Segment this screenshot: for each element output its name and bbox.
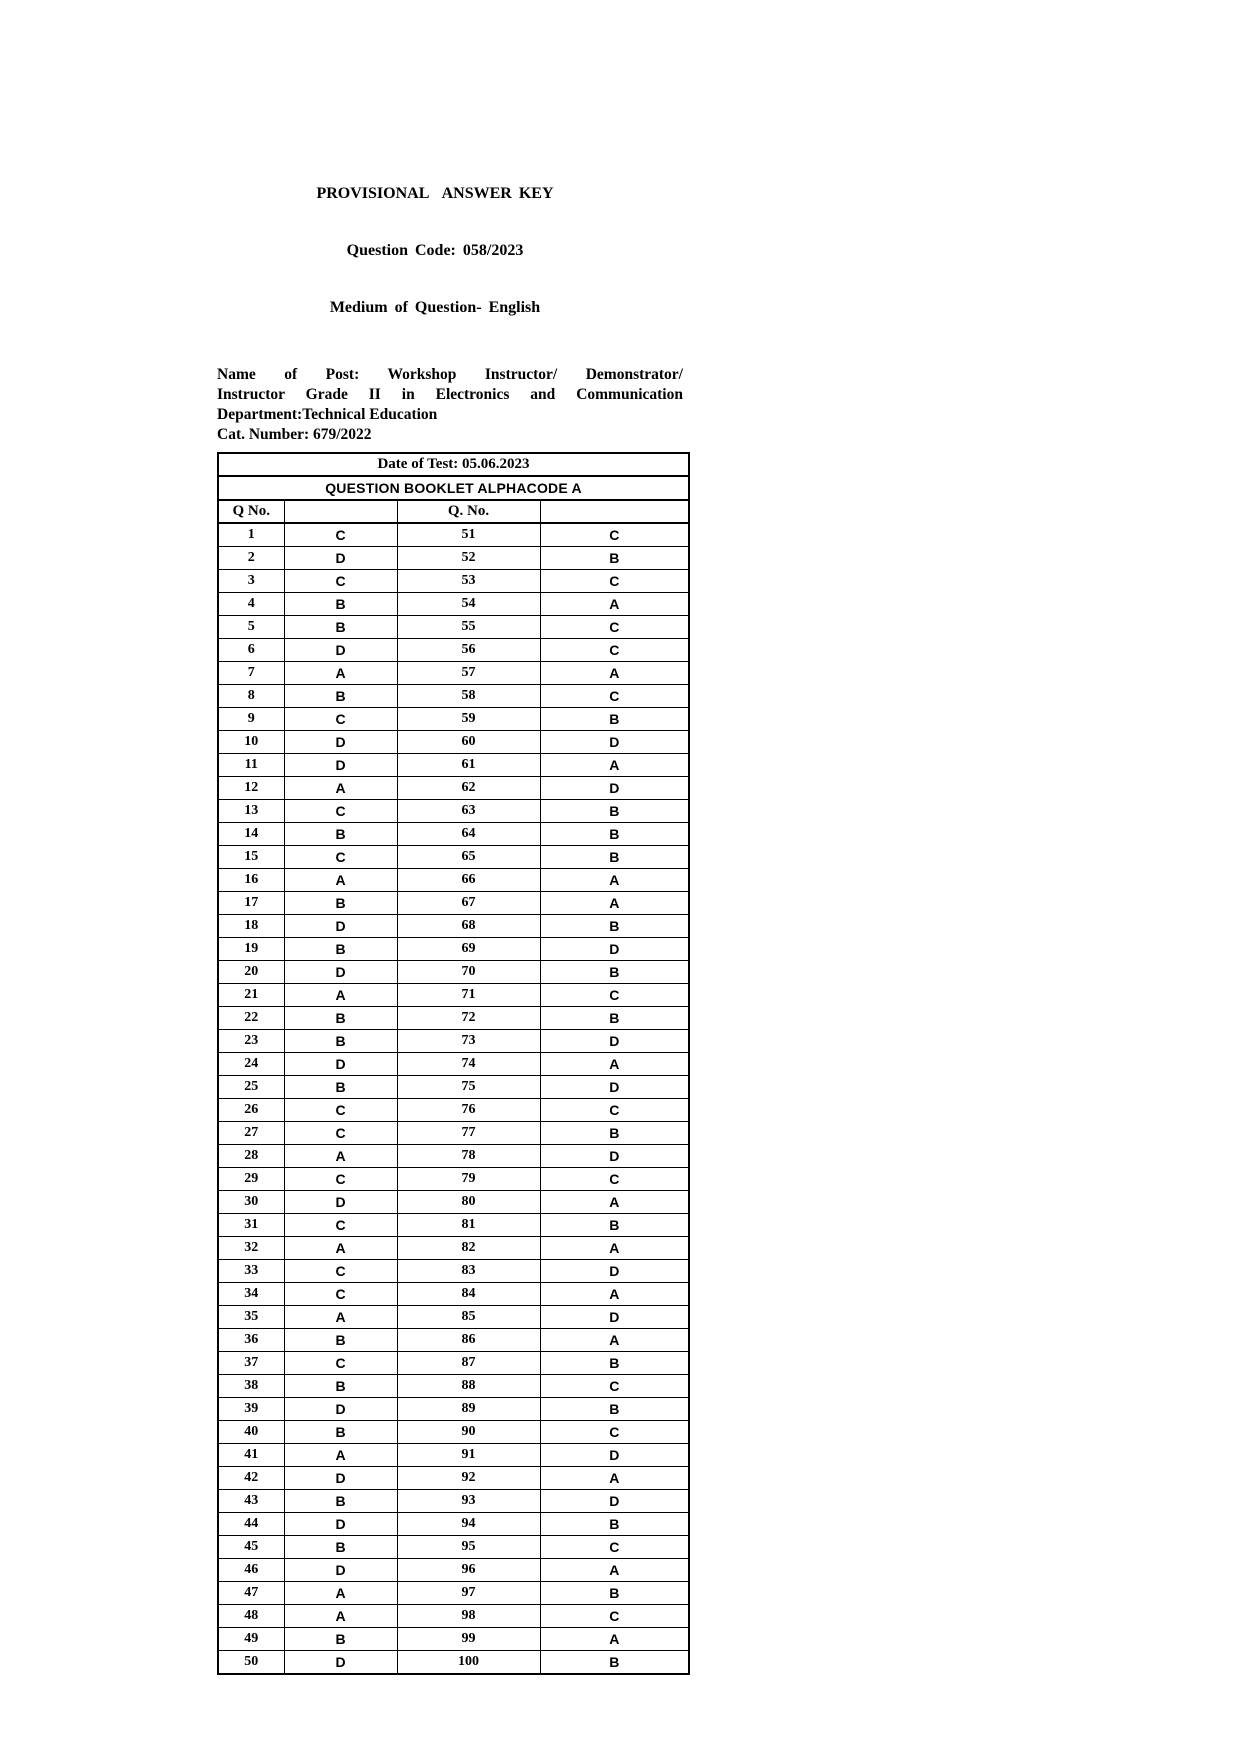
question-number-right: 87: [397, 1352, 540, 1375]
answer-row: [218, 1444, 689, 1467]
title-block: [217, 146, 653, 355]
question-number-left: 31: [218, 1214, 284, 1237]
name-of-post-line-2: Instructor Grade II in Electronics and Communication: [217, 386, 683, 403]
answer-row: [218, 892, 689, 915]
answer-right: D: [540, 777, 689, 800]
question-number-right: 83: [397, 1260, 540, 1283]
answer-left: D: [284, 1053, 397, 1076]
answer-right: B: [540, 823, 689, 846]
question-number-right: 57: [397, 662, 540, 685]
question-number-right: 77: [397, 1122, 540, 1145]
answer-left: D: [284, 1513, 397, 1536]
answer-left: C: [284, 1214, 397, 1237]
answer-right: A: [540, 1053, 689, 1076]
answer-left: C: [284, 1168, 397, 1191]
answer-right: D: [540, 1260, 689, 1283]
question-number-right: 60: [397, 731, 540, 754]
answer-left: A: [284, 1582, 397, 1605]
question-number-left: 22: [218, 1007, 284, 1030]
question-number-right: 93: [397, 1490, 540, 1513]
answer-right: B: [540, 547, 689, 570]
question-number-left: 12: [218, 777, 284, 800]
answer-left: D: [284, 1398, 397, 1421]
answer-row: [218, 1214, 689, 1237]
answer-left: B: [284, 593, 397, 616]
answer-row: [218, 1559, 689, 1582]
answer-right: D: [540, 1306, 689, 1329]
answer-left: D: [284, 1191, 397, 1214]
answer-row: [218, 869, 689, 892]
answer-row: [218, 1467, 689, 1490]
answer-row: [218, 800, 689, 823]
answer-row: [218, 1605, 689, 1628]
answer-row: [218, 731, 689, 754]
question-number-left: 47: [218, 1582, 284, 1605]
answer-left: D: [284, 1651, 397, 1675]
answer-left: A: [284, 777, 397, 800]
answer-row: [218, 1076, 689, 1099]
answer-left: C: [284, 1352, 397, 1375]
question-number-left: 5: [218, 616, 284, 639]
question-number-left: 50: [218, 1651, 284, 1675]
question-number-right: 72: [397, 1007, 540, 1030]
question-number-right: 75: [397, 1076, 540, 1099]
question-number-left: 4: [218, 593, 284, 616]
col-header-answer-right: [540, 500, 689, 523]
question-number-left: 26: [218, 1099, 284, 1122]
answer-row: [218, 1191, 689, 1214]
question-number-right: 54: [397, 593, 540, 616]
answer-left: B: [284, 1030, 397, 1053]
question-number-left: 49: [218, 1628, 284, 1651]
date-of-test-row: [218, 453, 689, 476]
question-number-left: 45: [218, 1536, 284, 1559]
question-number-left: 18: [218, 915, 284, 938]
question-number-right: 95: [397, 1536, 540, 1559]
question-number-right: 52: [397, 547, 540, 570]
question-number-right: 58: [397, 685, 540, 708]
answer-row: [218, 915, 689, 938]
question-number-left: 30: [218, 1191, 284, 1214]
answer-row: [218, 1375, 689, 1398]
answer-left: D: [284, 639, 397, 662]
answer-right: C: [540, 639, 689, 662]
question-number-right: 81: [397, 1214, 540, 1237]
answer-row: [218, 1007, 689, 1030]
question-number-left: 38: [218, 1375, 284, 1398]
question-number-left: 40: [218, 1421, 284, 1444]
question-number-left: 19: [218, 938, 284, 961]
question-number-left: 32: [218, 1237, 284, 1260]
answer-left: B: [284, 1076, 397, 1099]
answer-right: A: [540, 1237, 689, 1260]
answer-row: [218, 1122, 689, 1145]
answer-right: D: [540, 731, 689, 754]
answer-row: [218, 1352, 689, 1375]
answer-row: [218, 662, 689, 685]
post-details-block: [217, 365, 683, 445]
question-number-left: 2: [218, 547, 284, 570]
question-number-left: 21: [218, 984, 284, 1007]
answer-left: B: [284, 1329, 397, 1352]
question-number-right: 61: [397, 754, 540, 777]
answer-right: A: [540, 662, 689, 685]
answer-right: C: [540, 1168, 689, 1191]
answer-left: B: [284, 1007, 397, 1030]
column-header-row: [218, 500, 689, 523]
question-number-right: 62: [397, 777, 540, 800]
answer-row: [218, 1398, 689, 1421]
question-number-left: 29: [218, 1168, 284, 1191]
answer-right: C: [540, 685, 689, 708]
question-number-right: 67: [397, 892, 540, 915]
question-number-right: 66: [397, 869, 540, 892]
answer-left: A: [284, 1237, 397, 1260]
question-number-left: 10: [218, 731, 284, 754]
answer-row: [218, 1030, 689, 1053]
answer-row: [218, 1306, 689, 1329]
answer-row: [218, 823, 689, 846]
question-number-left: 17: [218, 892, 284, 915]
answer-right: D: [540, 1145, 689, 1168]
question-number-left: 37: [218, 1352, 284, 1375]
answer-right: B: [540, 708, 689, 731]
answer-row: [218, 1145, 689, 1168]
question-number-left: 25: [218, 1076, 284, 1099]
question-number-left: 48: [218, 1605, 284, 1628]
answer-right: A: [540, 1191, 689, 1214]
answer-row: [218, 1260, 689, 1283]
answer-right: A: [540, 1559, 689, 1582]
answer-left: B: [284, 616, 397, 639]
answer-right: C: [540, 616, 689, 639]
answer-right: C: [540, 523, 689, 547]
question-number-right: 69: [397, 938, 540, 961]
answer-right: C: [540, 1536, 689, 1559]
answer-left: C: [284, 1260, 397, 1283]
date-of-test: Date of Test: 05.06.2023: [218, 453, 689, 476]
answer-key-table: [217, 452, 690, 1675]
question-number-right: 89: [397, 1398, 540, 1421]
question-number-left: 3: [218, 570, 284, 593]
answer-right: B: [540, 961, 689, 984]
answer-right: C: [540, 570, 689, 593]
question-number-left: 16: [218, 869, 284, 892]
answer-left: C: [284, 1283, 397, 1306]
answer-row: [218, 961, 689, 984]
question-number-right: 70: [397, 961, 540, 984]
question-number-right: 90: [397, 1421, 540, 1444]
medium-of-question-line: Medium of Question- English: [329, 299, 541, 316]
question-number-left: 36: [218, 1329, 284, 1352]
answer-row: [218, 1099, 689, 1122]
question-number-right: 97: [397, 1582, 540, 1605]
answer-left: B: [284, 1421, 397, 1444]
answer-right: C: [540, 1099, 689, 1122]
question-number-right: 92: [397, 1467, 540, 1490]
answer-right: A: [540, 892, 689, 915]
question-number-right: 98: [397, 1605, 540, 1628]
answer-right: D: [540, 1490, 689, 1513]
answer-right: B: [540, 1398, 689, 1421]
question-number-right: 91: [397, 1444, 540, 1467]
question-number-left: 43: [218, 1490, 284, 1513]
answer-row: [218, 1421, 689, 1444]
answer-right: B: [540, 1007, 689, 1030]
question-number-right: 63: [397, 800, 540, 823]
answer-left: D: [284, 1559, 397, 1582]
question-number-right: 73: [397, 1030, 540, 1053]
answer-left: D: [284, 547, 397, 570]
question-number-left: 15: [218, 846, 284, 869]
department-line: Department:Technical Education: [217, 406, 438, 423]
answer-left: B: [284, 938, 397, 961]
question-number-left: 35: [218, 1306, 284, 1329]
answer-right: D: [540, 1076, 689, 1099]
answer-right: D: [540, 1444, 689, 1467]
question-number-left: 46: [218, 1559, 284, 1582]
question-number-right: 64: [397, 823, 540, 846]
answer-right: D: [540, 1030, 689, 1053]
question-number-left: 27: [218, 1122, 284, 1145]
question-number-left: 44: [218, 1513, 284, 1536]
answer-row: [218, 1651, 689, 1675]
answer-left: C: [284, 570, 397, 593]
question-number-left: 14: [218, 823, 284, 846]
question-number-left: 6: [218, 639, 284, 662]
answer-right: B: [540, 1651, 689, 1675]
answer-left: C: [284, 523, 397, 547]
name-of-post-line-1: Name of Post: Workshop Instructor/ Demonstrator/: [217, 366, 683, 383]
answer-row: [218, 1329, 689, 1352]
answer-right: A: [540, 1628, 689, 1651]
col-header-qno-left: Q No.: [218, 500, 284, 523]
answer-right: B: [540, 1214, 689, 1237]
question-number-right: 74: [397, 1053, 540, 1076]
answer-left: A: [284, 1306, 397, 1329]
answer-row: [218, 708, 689, 731]
answer-left: B: [284, 892, 397, 915]
question-number-right: 59: [397, 708, 540, 731]
question-number-right: 100: [397, 1651, 540, 1675]
question-number-right: 99: [397, 1628, 540, 1651]
answer-row: [218, 1168, 689, 1191]
question-number-right: 71: [397, 984, 540, 1007]
page-title: PROVISIONAL ANSWER KEY: [316, 185, 554, 202]
question-code-line: Question Code: 058/2023: [346, 242, 524, 259]
answer-row: [218, 777, 689, 800]
answer-right: A: [540, 754, 689, 777]
answer-row: [218, 685, 689, 708]
answer-row: [218, 1628, 689, 1651]
question-number-right: 79: [397, 1168, 540, 1191]
answer-left: D: [284, 961, 397, 984]
answer-row: [218, 1490, 689, 1513]
answer-right: C: [540, 1421, 689, 1444]
answer-row: [218, 984, 689, 1007]
question-number-right: 51: [397, 523, 540, 547]
answer-row: [218, 593, 689, 616]
question-number-right: 86: [397, 1329, 540, 1352]
booklet-alphacode: QUESTION BOOKLET ALPHACODE A: [218, 476, 689, 500]
answer-rows-body: [218, 523, 689, 1674]
answer-left: A: [284, 1444, 397, 1467]
answer-left: B: [284, 1536, 397, 1559]
answer-left: C: [284, 1099, 397, 1122]
answer-right: B: [540, 915, 689, 938]
question-number-right: 88: [397, 1375, 540, 1398]
question-number-right: 82: [397, 1237, 540, 1260]
col-header-answer-left: [284, 500, 397, 523]
answer-left: B: [284, 823, 397, 846]
answer-left: A: [284, 662, 397, 685]
answer-left: B: [284, 1628, 397, 1651]
question-number-left: 11: [218, 754, 284, 777]
cat-number-line: Cat. Number: 679/2022: [217, 426, 372, 443]
answer-row: [218, 1536, 689, 1559]
answer-right: A: [540, 1283, 689, 1306]
question-number-right: 85: [397, 1306, 540, 1329]
question-number-right: 68: [397, 915, 540, 938]
question-number-right: 56: [397, 639, 540, 662]
answer-row: [218, 1237, 689, 1260]
answer-right: C: [540, 1605, 689, 1628]
question-number-right: 55: [397, 616, 540, 639]
answer-right: B: [540, 1352, 689, 1375]
answer-row: [218, 1513, 689, 1536]
answer-row: [218, 754, 689, 777]
question-number-left: 41: [218, 1444, 284, 1467]
answer-right: B: [540, 1582, 689, 1605]
question-number-left: 13: [218, 800, 284, 823]
answer-right: A: [540, 593, 689, 616]
answer-right: A: [540, 869, 689, 892]
answer-right: C: [540, 1375, 689, 1398]
answer-row: [218, 547, 689, 570]
answer-right: B: [540, 846, 689, 869]
booklet-alphacode-row: [218, 476, 689, 500]
question-number-left: 8: [218, 685, 284, 708]
answer-left: D: [284, 754, 397, 777]
answer-left: D: [284, 731, 397, 754]
answer-left: C: [284, 1122, 397, 1145]
answer-right: B: [540, 1513, 689, 1536]
answer-row: [218, 616, 689, 639]
answer-left: B: [284, 1375, 397, 1398]
answer-key-page: [217, 146, 688, 1675]
answer-row: [218, 570, 689, 593]
question-number-left: 33: [218, 1260, 284, 1283]
question-number-left: 23: [218, 1030, 284, 1053]
answer-left: D: [284, 1467, 397, 1490]
question-number-left: 28: [218, 1145, 284, 1168]
answer-row: [218, 523, 689, 547]
answer-left: D: [284, 915, 397, 938]
answer-right: D: [540, 938, 689, 961]
question-number-left: 39: [218, 1398, 284, 1421]
question-number-left: 1: [218, 523, 284, 547]
question-number-right: 80: [397, 1191, 540, 1214]
question-number-right: 84: [397, 1283, 540, 1306]
answer-left: A: [284, 869, 397, 892]
answer-row: [218, 1283, 689, 1306]
answer-right: A: [540, 1329, 689, 1352]
answer-left: A: [284, 984, 397, 1007]
answer-left: A: [284, 1605, 397, 1628]
question-number-left: 24: [218, 1053, 284, 1076]
answer-row: [218, 938, 689, 961]
question-number-left: 34: [218, 1283, 284, 1306]
answer-left: C: [284, 708, 397, 731]
answer-row: [218, 639, 689, 662]
question-number-right: 96: [397, 1559, 540, 1582]
answer-left: C: [284, 846, 397, 869]
question-number-right: 76: [397, 1099, 540, 1122]
question-number-left: 42: [218, 1467, 284, 1490]
question-number-right: 78: [397, 1145, 540, 1168]
answer-right: A: [540, 1467, 689, 1490]
answer-left: B: [284, 685, 397, 708]
question-number-right: 65: [397, 846, 540, 869]
answer-left: B: [284, 1490, 397, 1513]
answer-left: A: [284, 1145, 397, 1168]
answer-right: C: [540, 984, 689, 1007]
answer-row: [218, 846, 689, 869]
answer-right: B: [540, 1122, 689, 1145]
question-number-left: 9: [218, 708, 284, 731]
col-header-qno-right: Q. No.: [397, 500, 540, 523]
answer-right: B: [540, 800, 689, 823]
answer-left: C: [284, 800, 397, 823]
answer-row: [218, 1053, 689, 1076]
question-number-left: 7: [218, 662, 284, 685]
question-number-left: 20: [218, 961, 284, 984]
question-number-right: 94: [397, 1513, 540, 1536]
question-number-right: 53: [397, 570, 540, 593]
answer-row: [218, 1582, 689, 1605]
